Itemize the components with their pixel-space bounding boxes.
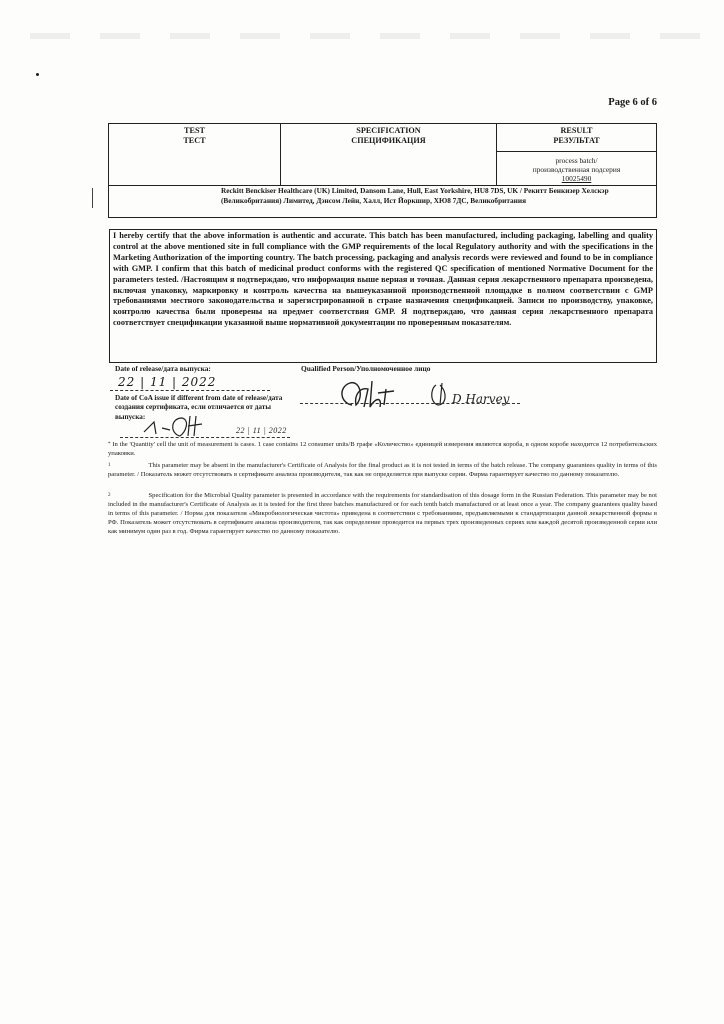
batch-number: 10025490 <box>561 174 592 183</box>
footnote-2 <box>108 491 657 536</box>
specification-table <box>108 123 657 218</box>
result-header-en: RESULT <box>560 126 593 135</box>
page-number: Page 6 of 6 <box>608 97 657 108</box>
signature-name: D Harvey <box>452 392 510 406</box>
result-header-ru: РЕЗУЛЬТАТ <box>553 136 600 145</box>
manufacturer-address: Reckitt Benckiser Healthcare (UK) Limited, Dansom Lane, Hull, East Yorkshire, HU8 7DS, UK / Рекитт Бенкизер Хелскэр (Великобритания) Лимитед, Дэнсом Лейн, Халл, Ист Йоркшир, ХЮ8 7ДС, Великобритания <box>221 186 609 205</box>
test-column-header <box>109 124 281 185</box>
result-value-line-2: производственная подсерия <box>532 165 621 174</box>
footnote-quantity-text: In the 'Quantity' cell the unit of measurement is cases. 1 case contains 12 consumer units/В графе «Количество» единицей измерения являются короба, в одном коробе находится 12 потребительских упаковки. <box>108 441 657 458</box>
result-header <box>497 126 656 152</box>
spec-header-en: SPECIFICATION <box>356 126 421 135</box>
spec-header-row <box>109 124 656 186</box>
footnote-quantity <box>108 440 657 458</box>
scan-dot <box>36 73 39 76</box>
margin-mark <box>92 188 93 208</box>
coa-date-handwritten: 22 | 11 | 2022 <box>236 426 287 435</box>
coa-date-label: Date of CoA issue if different from date of release/дата создания сертификата, если отличается от даты выпуска: <box>115 394 283 421</box>
footnote-1-marker: 1 <box>108 463 111 468</box>
footnote-1 <box>108 461 657 479</box>
footnote-2-marker: 2 <box>108 493 111 498</box>
footnote-2-text: Specification for the Microbial Quality parameter is presented in accordance with the requirements for standardisation of this dosage form in the Russian Federation. This parameter may be not included in the manufacturer's Certificate of Analysis as it is tested for the first three batches manufactured or for each tenth batch manufactured or at least once a year. The company guarantees quality based in terms of this parameter. / Норма для показателя «Микробиологическая чистота» приведена в соответствии с требованиями, предъявляемыми к стандартизации данной лекарственной формы в РФ. Показатель может отсутствовать в сертификате анализа производителя, так как определение проводится на первых трех произведенных сериях или каждой десятой произведенной серии или как минимум один раз в год. Фирма гарантирует качество по данному показателю. <box>108 492 657 536</box>
result-value <box>497 152 656 183</box>
qualified-person-signature <box>320 375 530 415</box>
release-date-label: Date of release/дата выпуска: <box>115 364 211 373</box>
certification-statement: I hereby certify that the above information is authentic and accurate. This batch has been manufactured, including packaging, labelling and quality control at the above mentioned site in full compliance with the GMP requirements of the local Regulatory authority and with the specifications in the Marketing Authorization of the importing country. The batch processing, packaging and analysis records were reviewed and found to be in compliance with GMP. I confirm that this batch of medicinal product conforms with the registered QC specification of mentioned Normative Document for the parameters tested. /Настоящим я подтверждаю, что информация выше верная и точная. Данная серия лекарственного препарата произведена, включая упаковку, маркировку и контроль качества на вышеуказанной производственной площадке в полном соответствии с GMP требованиями местного законодательства и зарегистрированной в стране назначения спецификацией. Записи по производству, упаковке, контролю качества были проверены на предмет соответствия GMP. Я подтверждаю, что данная серия лекарственного препарата соответствует спецификации указанной выше нормативной документации по проверенным показателям. <box>109 229 657 363</box>
spec-header-ru: СПЕЦИФИКАЦИЯ <box>351 136 426 145</box>
spec-column-header <box>281 124 497 185</box>
result-value-line-1: process batch/ <box>555 156 598 165</box>
qualified-person-line <box>300 403 520 404</box>
coa-date-line <box>120 437 290 438</box>
footnote-star-marker: * <box>108 442 111 447</box>
result-column-header <box>497 124 656 185</box>
release-date-handwritten: 22 | 11 | 2022 <box>118 375 217 389</box>
footnote-1-text: This parameter may be absent in the manufacturer's Certificate of Analysis for the final product as it is not tested in terms of the batch release. The company guarantees quality in terms of this parameter. / Показатель может отсутствовать в сертификате анализа производителя, так как не определяется при выпуске серии. Фирма гарантирует качество по данному показателю. <box>108 462 657 479</box>
scan-noise <box>30 33 710 39</box>
release-date-line <box>110 390 270 391</box>
qualified-person-label: Qualified Person/Уполномоченное лицо <box>301 364 431 373</box>
test-header-en: TEST <box>184 126 205 135</box>
test-header-ru: ТЕСТ <box>183 136 206 145</box>
